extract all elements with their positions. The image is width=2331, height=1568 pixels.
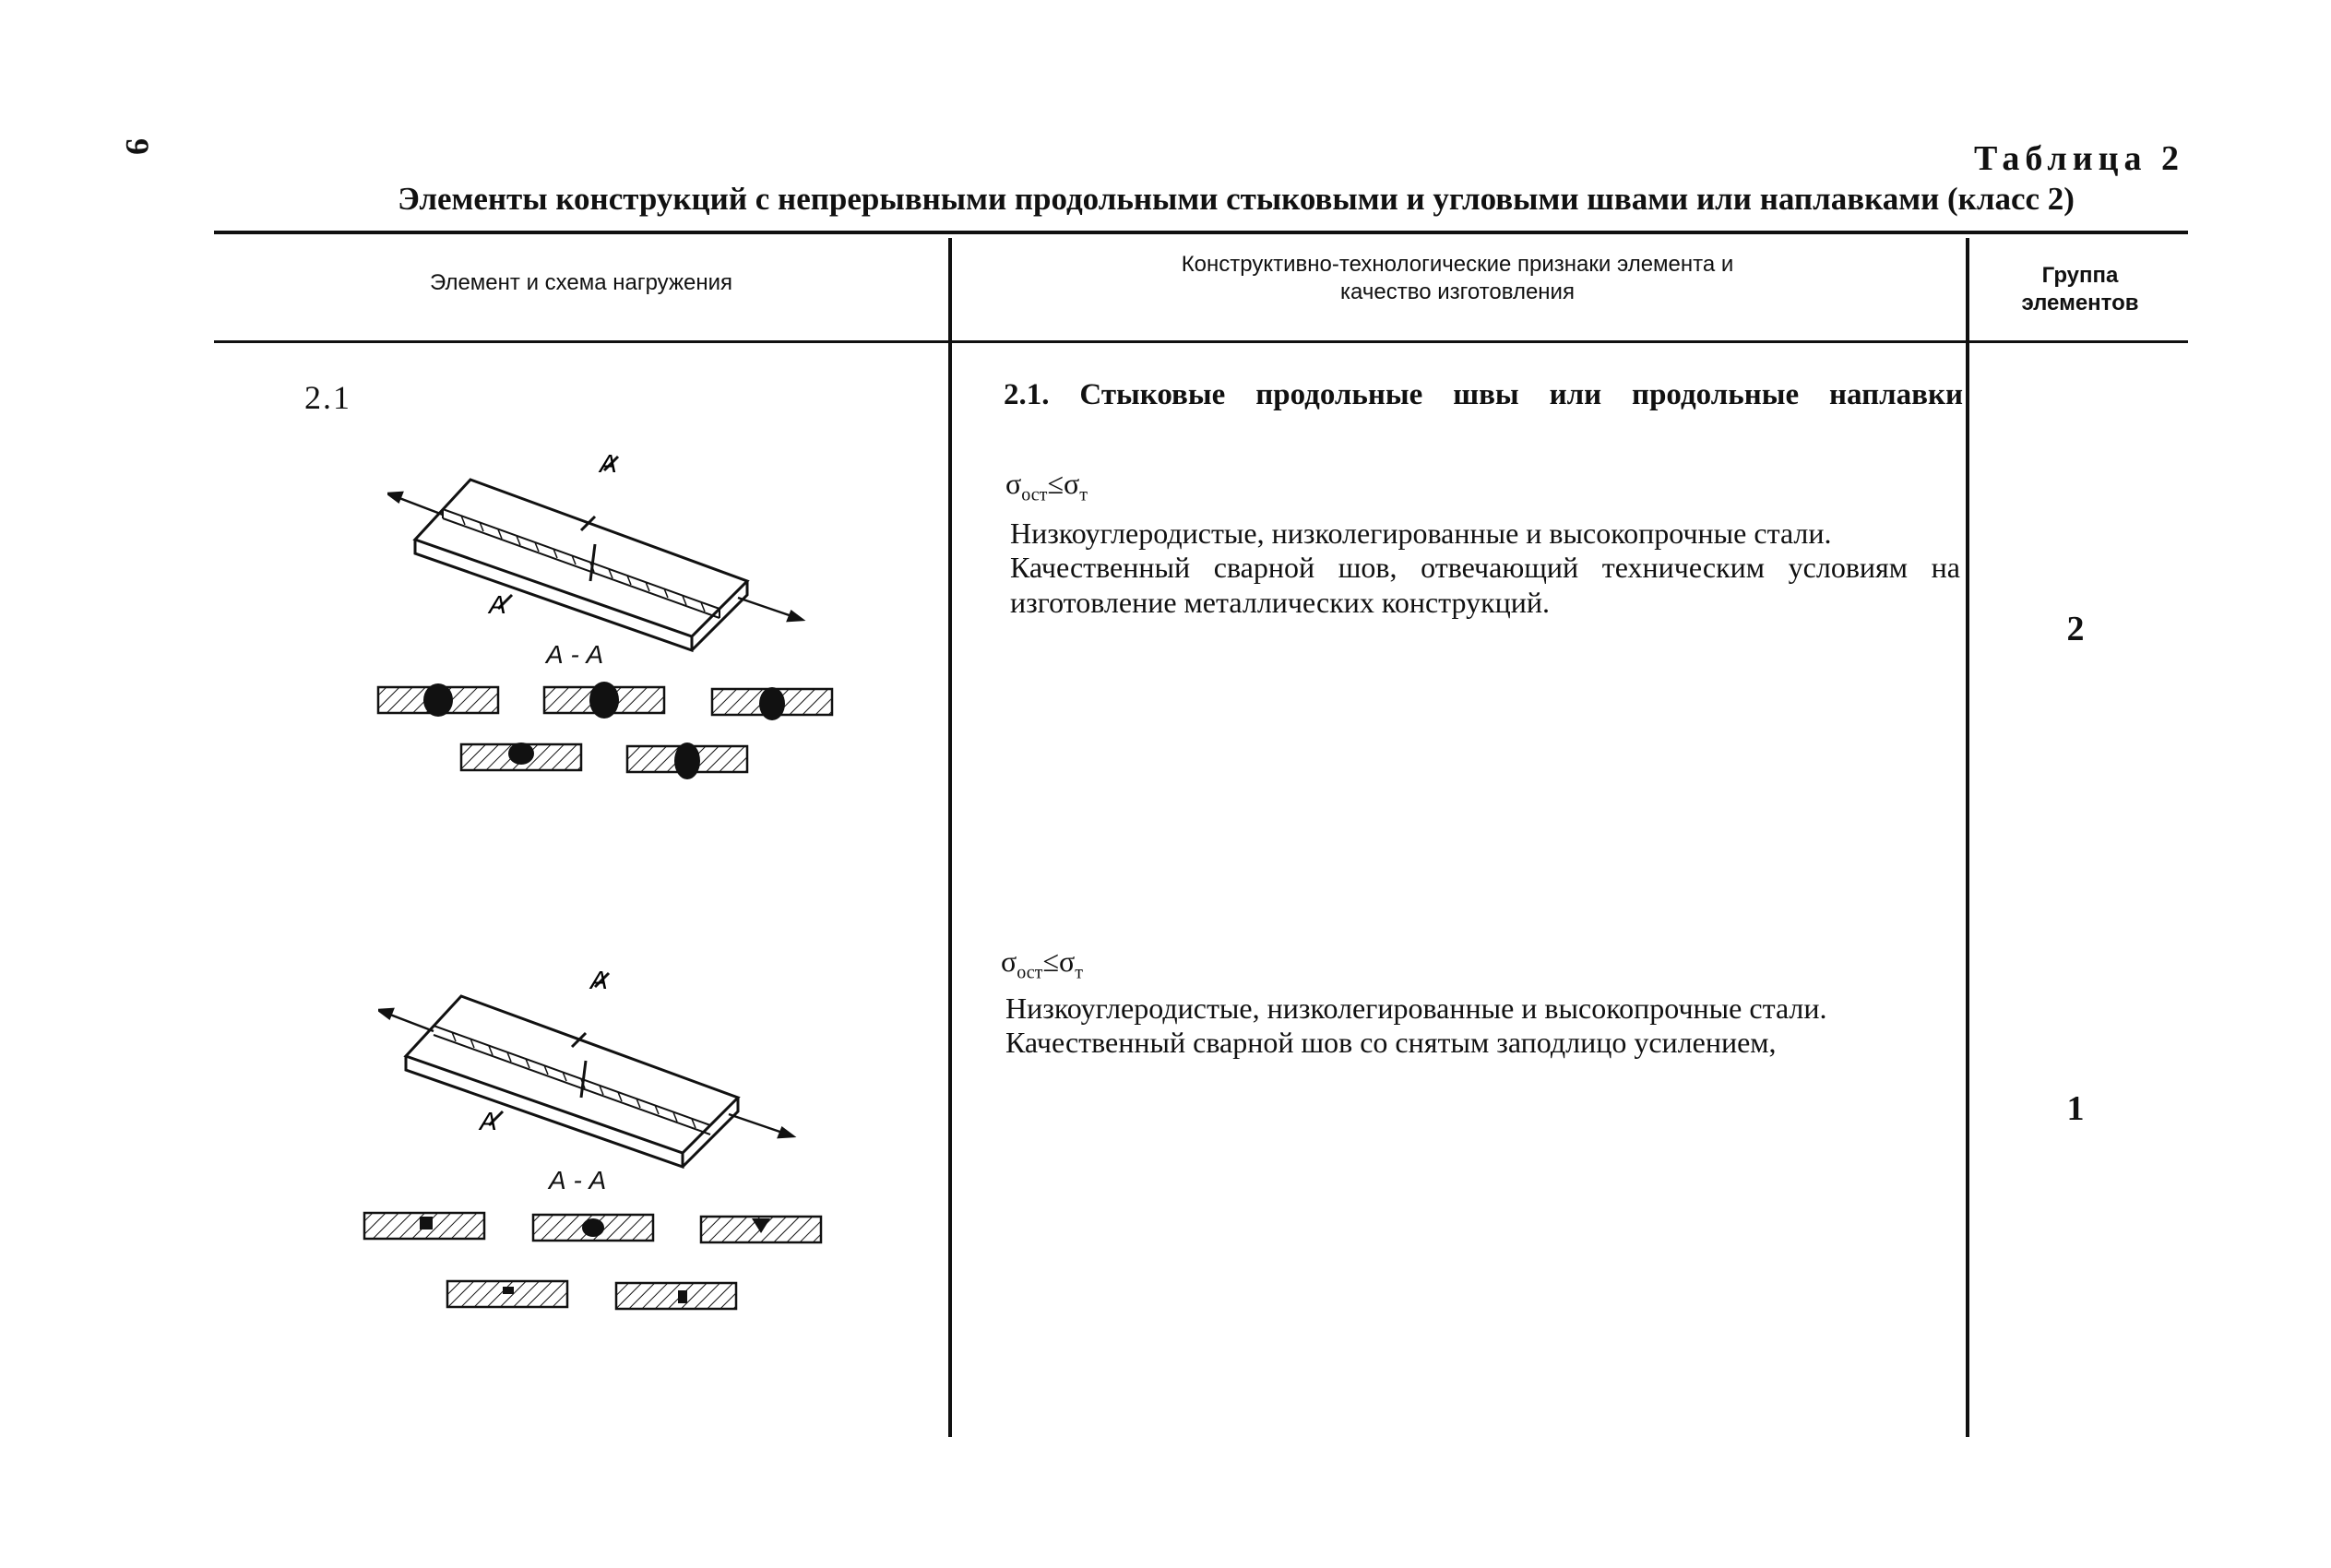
row-number: 2.1 — [304, 379, 351, 416]
formula-sub-yield: т — [1075, 962, 1083, 983]
formula-sub-residual: ост — [1021, 484, 1048, 505]
header-col-features-line2: качество изготовления — [1340, 279, 1575, 304]
formula-relation: ≤ — [1047, 467, 1064, 500]
page-number: 9 — [119, 138, 156, 155]
formula-sub-residual: ост — [1017, 962, 1043, 983]
plate-shape — [415, 480, 747, 650]
header-col-group — [1974, 262, 2186, 317]
formula-sigma: σ — [1058, 944, 1076, 978]
section-mark-bottom: А — [489, 590, 506, 619]
formula-relation: ≤ — [1042, 944, 1059, 978]
header-col-element: Элемент и схема нагружения — [430, 270, 732, 295]
case-1-text-weld: Качественный сварной шов, отвечающий техническим условиям на изготовление металлических конструкций. — [1010, 551, 1960, 619]
header-col-features — [959, 251, 1956, 306]
header-col-features-line1: Конструктивно-технологические признаки элемента и — [1181, 252, 1734, 277]
formula-sigma: σ — [1001, 944, 1017, 978]
formula-sigma: σ — [1005, 467, 1022, 500]
case-2-text-weld: Качественный сварной шов со снятым заподлицо усилением, — [1005, 1026, 1777, 1060]
column-divider-2 — [1966, 238, 1969, 1437]
column-divider-1 — [948, 238, 952, 1437]
weld-diagram-2 — [378, 968, 839, 1181]
case-1-group: 2 — [2066, 610, 2085, 648]
formula-case-2 — [1001, 944, 1083, 983]
cross-sections-2 — [355, 1204, 835, 1314]
plate-shape — [406, 996, 738, 1167]
section-label-1: А - А — [546, 640, 604, 669]
formula-case-1 — [1005, 467, 1088, 505]
table-top-rule — [214, 231, 2188, 234]
table-label: Таблица 2 — [1973, 139, 2184, 178]
header-bottom-rule — [214, 340, 2188, 343]
section-mark-top: А — [600, 452, 617, 478]
formula-sigma: σ — [1063, 467, 1080, 500]
case-2-description — [1005, 992, 1956, 1061]
section-label-2: А - А — [549, 1166, 607, 1194]
cross-sections-1 — [369, 678, 849, 789]
section-line — [489, 973, 609, 1125]
weld-diagram-1 — [387, 452, 849, 664]
section-line — [498, 457, 618, 609]
formula-sub-yield: т — [1079, 484, 1088, 505]
header-col-group-line2: элементов — [2021, 291, 2139, 315]
table-title: Элементы конструкций с непрерывными продольными стыковыми и угловыми швами или наплавками (класс 2) — [398, 181, 2075, 217]
section-title: 2.1. Стыковые продольные швы или продольные наплавки — [1004, 378, 1963, 411]
section-mark-top: А — [590, 968, 608, 994]
header-col-group-line1: Группа — [2041, 263, 2119, 288]
case-2-text-steels: Низкоуглеродистые, низколегированные и высокопрочные стали. — [1005, 992, 1827, 1025]
section-mark-bottom: А — [480, 1107, 497, 1135]
case-1-text-steels: Низкоуглеродистые, низколегированные и высокопрочные стали. — [1010, 517, 1832, 550]
case-2-group: 1 — [2066, 1089, 2085, 1128]
case-1-description — [1010, 517, 1960, 620]
